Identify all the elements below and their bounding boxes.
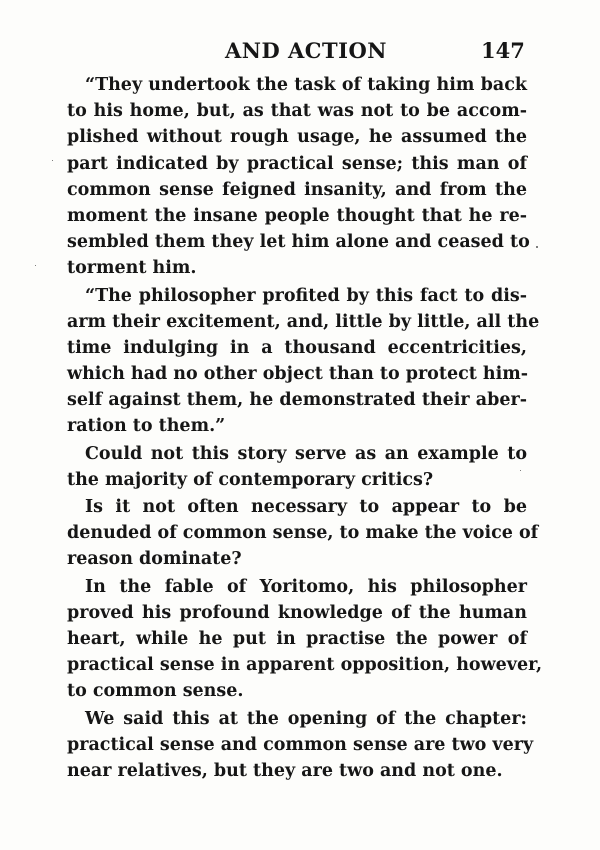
page-number: 147 xyxy=(481,38,525,63)
paragraph xyxy=(67,706,534,785)
text-line: the majority of contemporary critics? xyxy=(67,469,434,490)
text-line: practical sense in apparent opposition, however, xyxy=(67,655,543,676)
text-line: heart, while he put in practise the power of xyxy=(67,628,527,649)
text-line: “The philosopher profited by this fact to dis- xyxy=(85,285,527,306)
text-line: common sense feigned insanity, and from the xyxy=(67,179,527,200)
paper-speck xyxy=(52,160,53,161)
text-line: Is it not often necessary to appear to be xyxy=(85,497,527,517)
text-line: part indicated by practical sense; this man of xyxy=(67,153,527,174)
text-line: practical sense and common sense are two very xyxy=(67,734,534,755)
text-line: moment the insane people thought that he re- xyxy=(67,205,527,226)
text-line: near relatives, but they are two and not one. xyxy=(67,760,503,781)
paper-speck xyxy=(536,246,538,248)
paper-speck xyxy=(35,265,36,266)
text-line: ration to them.” xyxy=(67,416,226,437)
text-line: reason dominate? xyxy=(67,549,242,570)
text-line: Could not this story serve as an example to xyxy=(85,443,527,464)
text-line: which had no other object than to protect him- xyxy=(67,364,529,385)
paragraph xyxy=(67,441,527,493)
running-head: AND ACTION xyxy=(225,38,387,63)
paper-speck xyxy=(520,470,521,471)
text-line: to his home, but, as that was not to be accom- xyxy=(67,101,527,122)
text-line: sembled them they let him alone and ceased to xyxy=(67,232,530,253)
text-line: We said this at the opening of the chapter: xyxy=(85,708,527,729)
paragraph xyxy=(67,494,539,573)
text-line: denuded of common sense, to make the voice of xyxy=(67,523,539,544)
text-line: “They undertook the task of taking him back xyxy=(85,75,527,95)
text-line: time indulging in a thousand eccentricities, xyxy=(67,337,527,358)
text-line: torment him. xyxy=(67,258,197,279)
text-line: proved his profound knowledge of the human xyxy=(67,602,527,623)
text-line: self against them, he demonstrated their aber- xyxy=(67,390,527,411)
text-line: plished without rough usage, he assumed the xyxy=(67,127,527,148)
body-text xyxy=(67,72,543,784)
text-line: arm their excitement, and, little by little, all the xyxy=(67,311,540,332)
paragraph xyxy=(67,574,543,705)
text-line: In the fable of Yoritomo, his philosopher xyxy=(85,576,527,597)
paragraph xyxy=(67,283,540,440)
text-line: to common sense. xyxy=(67,681,244,702)
paragraph xyxy=(67,72,530,282)
